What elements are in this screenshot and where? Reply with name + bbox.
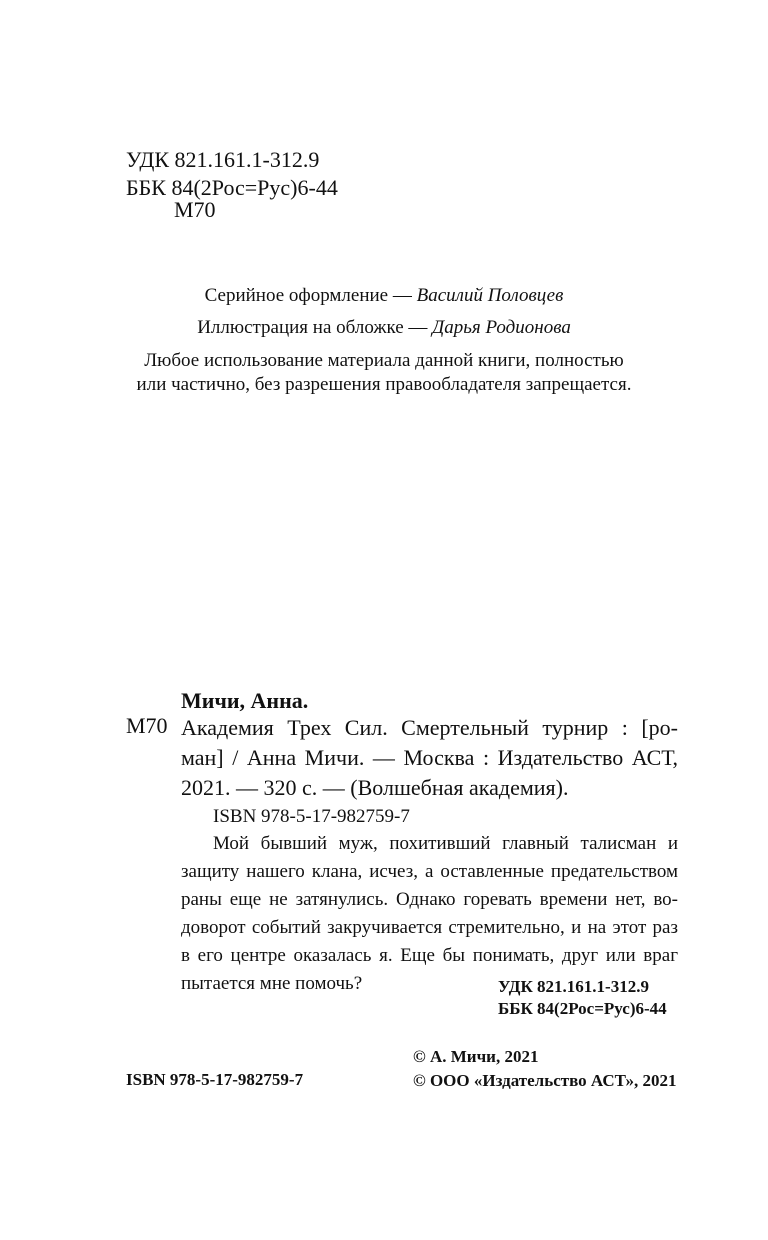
copyright-notice [0, 349, 768, 397]
annotation-line: доворот событий закручивается стремительно, и на этот раз [181, 917, 678, 938]
illustration-credit-label: Иллюстрация на обложке — [197, 317, 433, 338]
author-sign-code: М70 [174, 197, 216, 222]
bib-line: 2021. — 320 с. — (Волшебная академия). [181, 775, 569, 800]
bottom-isbn: ISBN 978-5-17-982759-7 [126, 1070, 304, 1089]
bib-line: ман] / Анна Мичи. — Москва : Издательство АСТ, [181, 745, 678, 770]
illustration-credit [0, 317, 768, 339]
annotation-line: Мой бывший муж, похитивший главный талисман и [213, 833, 678, 854]
design-credit-label: Серийное оформление — [204, 285, 417, 306]
design-credit [0, 285, 768, 307]
udk-code: УДК 821.161.1-312.9 [498, 977, 649, 996]
copyright-block [413, 1045, 677, 1093]
top-classification [126, 146, 338, 202]
copyright-author: © А. Мичи, 2021 [413, 1047, 539, 1066]
bbk-code: ББК 84(2Рос=Рус)6-44 [126, 175, 338, 200]
bib-line: Академия Трех Сил. Смертельный турнир : [ро- [181, 715, 678, 740]
annotation-line: защиту нашего клана, исчез, а оставленные предательством [181, 861, 678, 882]
design-credit-name: Василий Половцев [416, 285, 564, 306]
copyright-publisher: © ООО «Издательство АСТ», 2021 [413, 1071, 677, 1090]
bib-description [181, 713, 678, 803]
notice-line: Любое использование материала данной книги, полностью [144, 350, 624, 371]
bib-isbn: ISBN 978-5-17-982759-7 [213, 806, 410, 827]
illustration-credit-name: Дарья Родионова [432, 317, 571, 338]
notice-line: или частично, без разрешения правообладателя запрещается. [136, 374, 632, 395]
bbk-code: ББК 84(2Рос=Рус)6-44 [498, 999, 667, 1018]
bib-author: Мичи, Анна. [181, 688, 309, 713]
udk-code: УДК 821.161.1-312.9 [126, 147, 320, 172]
bottom-classification [498, 976, 667, 1020]
annotation-line: раны еще не затянулись. Однако горевать времени нет, во- [181, 889, 678, 910]
annotation-line: пытается мне помочь? [181, 973, 363, 994]
annotation [181, 830, 678, 998]
bib-author-sign-code: М70 [126, 713, 168, 738]
annotation-line: в его центре оказалась я. Еще бы понимать, друг или враг [181, 945, 678, 966]
